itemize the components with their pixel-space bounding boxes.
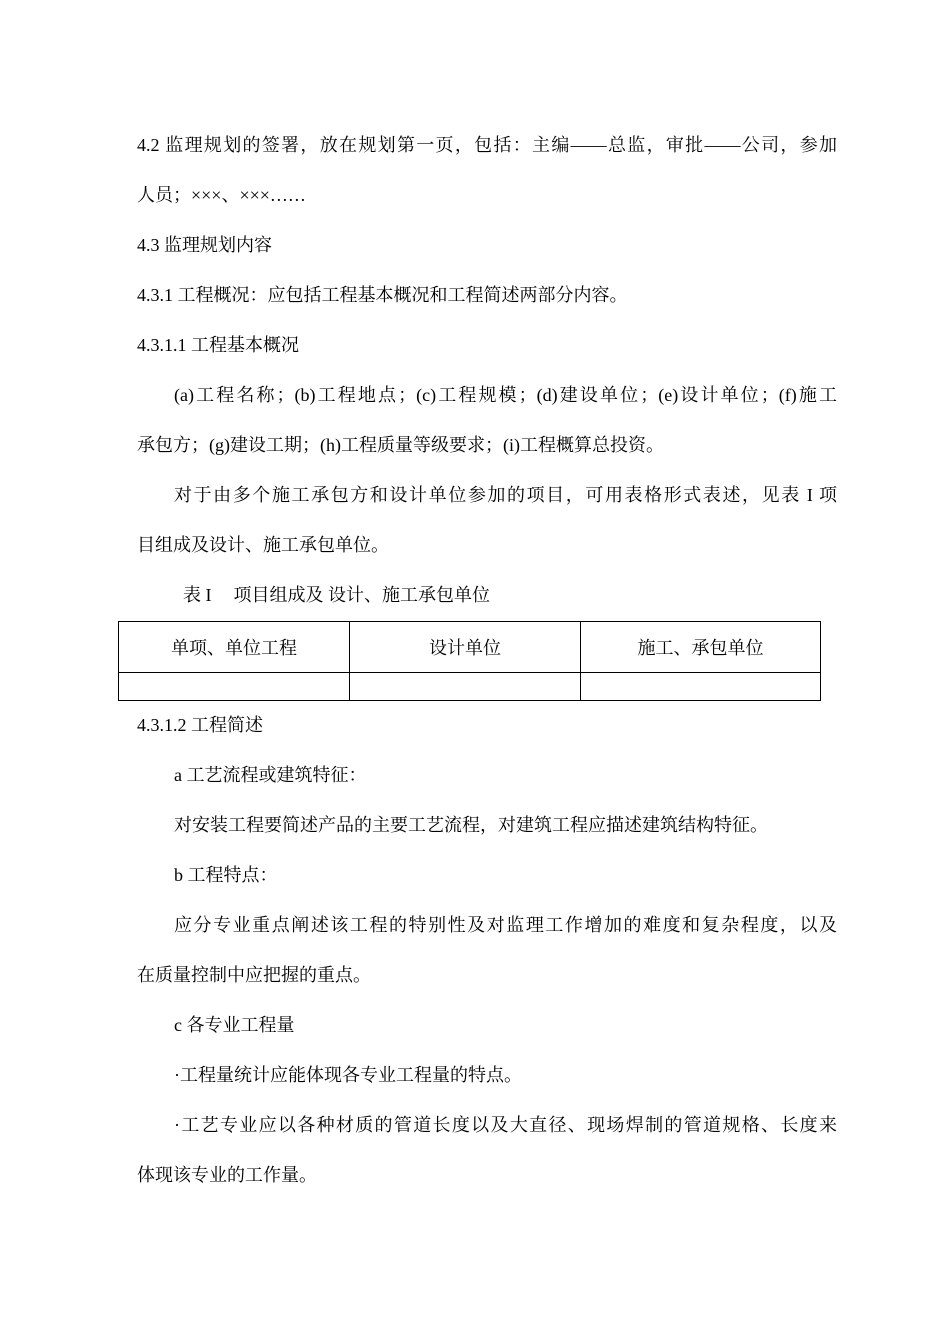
section-c-bullet1: ·工程量统计应能体现各专业工程量的特点。 <box>174 1065 522 1085</box>
section-b-body-line1: 应分专业重点阐述该工程的特别性及对监理工作增加的难度和复杂程度，以及 <box>174 915 837 935</box>
paragraph-signing-line2: 人员；×××、×××…… <box>137 185 306 205</box>
table-caption-label: 表 I <box>183 585 212 605</box>
items-line1: (a)工程名称；(b)工程地点；(c)工程规模；(d)建设单位；(e)设计单位；(f)施工 <box>174 385 837 405</box>
heading-4-3: 4.3 监理规划内容 <box>137 235 272 255</box>
table-caption <box>183 583 490 607</box>
multi-unit-line2: 目组成及设计、施工承包单位。 <box>137 535 389 555</box>
items-line2: 承包方；(g)建设工期；(h)工程质量等级要求；(i)工程概算总投资。 <box>137 435 664 455</box>
table-header-row <box>119 622 821 673</box>
section-b-title: b 工程特点： <box>174 865 278 885</box>
table-header-cell: 单项、单位工程 <box>119 622 350 673</box>
heading-4-3-1-1: 4.3.1.1 工程基本概况 <box>137 335 299 355</box>
table-caption-title: 项目组成及 设计、施工承包单位 <box>233 585 490 605</box>
multi-unit-line1: 对于由多个施工承包方和设计单位参加的项目，可用表格形式表述，见表 I 项 <box>174 485 837 505</box>
section-c-title: c 各专业工程量 <box>174 1015 295 1035</box>
section-a-body: 对安装工程要简述产品的主要工艺流程，对建筑工程应描述建筑结构特征。 <box>174 815 768 835</box>
heading-4-3-1: 4.3.1 工程概况：应包括工程基本概况和工程简述两部分内容。 <box>137 285 628 305</box>
section-c-bullet2-line1: ·工艺专业应以各种材质的管道长度以及大直径、现场焊制的管道规格、长度来 <box>174 1115 837 1135</box>
table-row <box>119 673 821 701</box>
section-c-bullet2-line2: 体现该专业的工作量。 <box>137 1165 317 1185</box>
paragraph-signing-line1: 4.2 监理规划的签署，放在规划第一页，包括：主编——总监，审批——公司，参加 <box>137 135 837 155</box>
section-b-body-line2: 在质量控制中应把握的重点。 <box>137 965 371 985</box>
project-units-table <box>118 621 821 701</box>
table-cell <box>350 673 581 701</box>
table-header-cell: 施工、承包单位 <box>581 622 821 673</box>
heading-4-3-1-2: 4.3.1.2 工程简述 <box>137 715 263 735</box>
table-header-cell: 设计单位 <box>350 622 581 673</box>
table-cell <box>581 673 821 701</box>
table-cell <box>119 673 350 701</box>
section-a-title: a 工艺流程或建筑特征： <box>174 765 367 785</box>
